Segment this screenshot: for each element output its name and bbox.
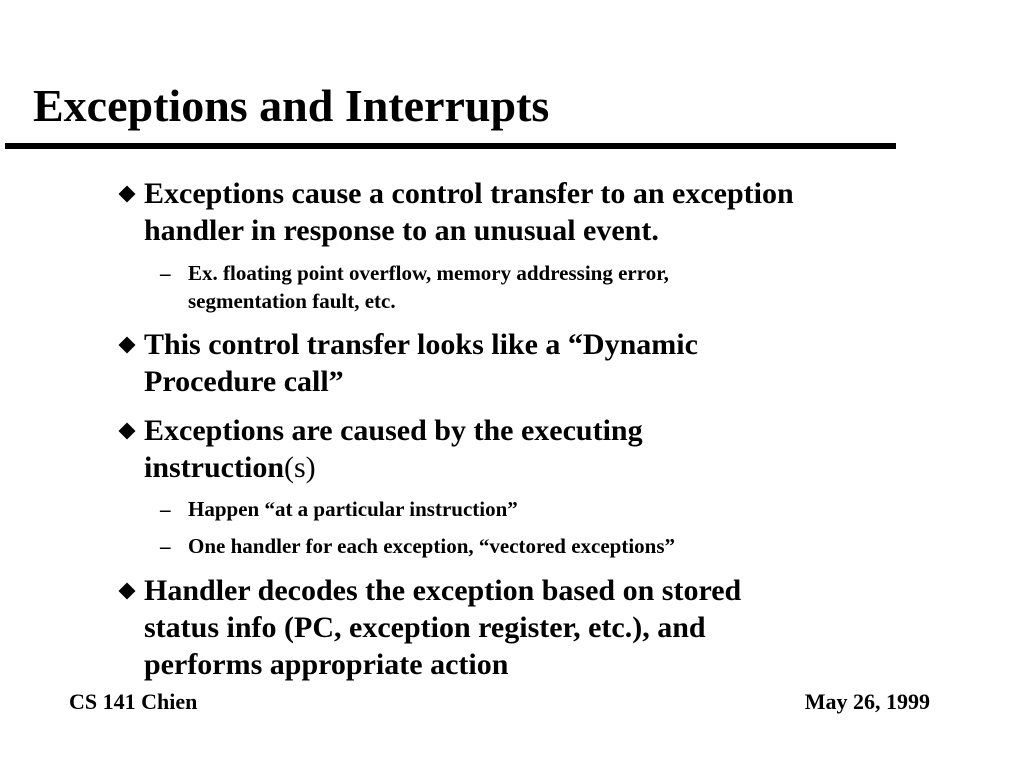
sub-bullet-item	[160, 259, 828, 315]
bullet-text-line: Handler decodes the exception based on stored	[144, 574, 742, 607]
bullet-text-line: performs appropriate action	[144, 648, 509, 681]
sub-bullet-item	[160, 495, 828, 523]
footer-course: CS 141 Chien	[69, 689, 198, 714]
diamond-bullet-icon	[115, 572, 139, 609]
bullet-item	[144, 326, 904, 400]
bullet-item	[144, 175, 904, 249]
bullet-text-suffix: (s)	[284, 451, 316, 484]
diamond-bullet-icon	[115, 412, 139, 449]
dash-marker: –	[160, 534, 171, 558]
slide-title: Exceptions and Interrupts	[33, 80, 550, 131]
diamond-bullet-icon	[115, 326, 139, 363]
dash-marker: –	[160, 261, 171, 285]
footer-date: May 26, 1999	[804, 689, 930, 714]
title-underline	[5, 143, 896, 149]
sub-bullet-text-line: segmentation fault, etc.	[188, 289, 396, 313]
bullet-text-line: Procedure call”	[144, 365, 344, 398]
sub-bullet-text-line: Ex. floating point overflow, memory addressing error,	[188, 261, 669, 285]
bullet-text-main: instruction	[144, 451, 285, 484]
bullet-text-line: Exceptions are caused by the executing	[144, 414, 643, 447]
bullet-item	[144, 412, 904, 486]
sub-bullet-text-line: Happen “at a particular instruction”	[188, 497, 518, 521]
bullet-text-line	[144, 449, 904, 486]
dash-marker: –	[160, 497, 171, 521]
bullet-item	[144, 572, 904, 683]
bullet-text-line: This control transfer looks like a “Dynamic	[144, 328, 698, 361]
sub-bullet-text-line: One handler for each exception, “vectored exceptions”	[188, 534, 676, 558]
sub-bullet-item	[160, 532, 828, 560]
bullet-text-line: status info (PC, exception register, etc.), and	[144, 611, 706, 644]
diamond-bullet-icon	[115, 175, 139, 212]
bullet-text-line: Exceptions cause a control transfer to an exception	[144, 177, 794, 210]
bullet-text-line: handler in response to an unusual event.	[144, 214, 659, 247]
